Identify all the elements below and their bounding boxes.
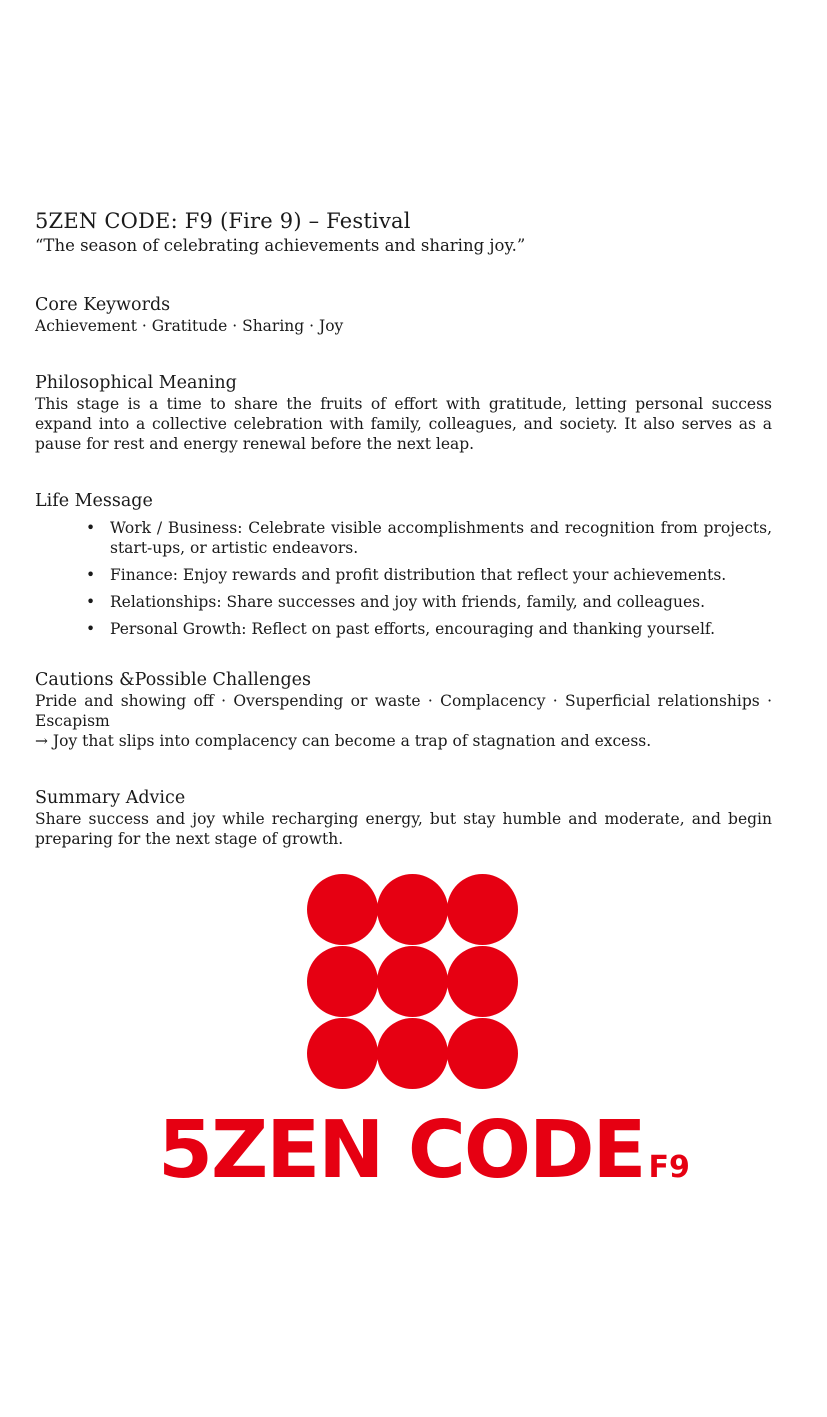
summary-advice-section: [35, 787, 772, 849]
list-item-text: Relationships: Share successes and joy with friends, family, and colleagues.: [110, 593, 706, 611]
cautions-note: → Joy that slips into complacency can become a trap of stagnation and excess.: [35, 732, 652, 750]
logo-dot: [377, 1018, 448, 1089]
cautions-heading: Cautions &Possible Challenges: [35, 670, 311, 690]
list-item: [86, 619, 772, 639]
life-message-section: [35, 490, 772, 639]
logo-name: 5ZEN CODE: [158, 1104, 645, 1196]
document-title: 5ZEN CODE: F9 (Fire 9) – Festival: [35, 209, 411, 233]
core-keywords-heading: Core Keywords: [35, 295, 171, 315]
cautions-text: Pride and showing off · Overspending or waste · Complacency · Superficial relationships · Escapism: [35, 692, 772, 730]
core-keywords-section: [35, 294, 772, 336]
summary-advice-heading: Summary Advice: [35, 788, 186, 808]
document-subtitle: “The season of celebrating achievements and sharing joy.”: [35, 236, 526, 255]
logo-dot: [447, 946, 518, 1017]
logo-wordmark: [158, 1105, 690, 1213]
logo-dot: [377, 874, 448, 945]
philosophical-meaning-heading: Philosophical Meaning: [35, 373, 237, 393]
list-item: [86, 518, 772, 558]
life-message-heading: Life Message: [35, 491, 153, 511]
cautions-section: [35, 669, 772, 751]
list-item-text: Work / Business: Celebrate visible accomplishments and recognition from projects, start-ups, or artistic endeavors.: [110, 519, 772, 557]
document-content: [35, 207, 772, 849]
logo-code: F9: [648, 1150, 690, 1185]
list-item-text: Finance: Enjoy rewards and profit distribution that reflect your achievements.: [110, 566, 727, 584]
logo-dot: [307, 1018, 378, 1089]
logo-dot: [307, 874, 378, 945]
summary-advice-text: Share success and joy while recharging energy, but stay humble and moderate, and begin preparing for the next stage of growth.: [35, 810, 772, 848]
logo-dot-grid-icon: [307, 874, 519, 1090]
logo-dot: [447, 1018, 518, 1089]
philosophical-meaning-section: [35, 372, 772, 454]
brand-logo: [0, 873, 827, 1196]
bullet-icon: •: [86, 519, 96, 537]
logo-dot: [377, 946, 448, 1017]
list-item: [86, 565, 772, 585]
bullet-icon: •: [86, 620, 96, 638]
core-keywords-text: Achievement · Gratitude · Sharing · Joy: [35, 317, 344, 335]
life-message-list: [35, 518, 772, 639]
list-item: [86, 592, 772, 612]
logo-dot: [307, 946, 378, 1017]
logo-dot: [447, 874, 518, 945]
philosophical-meaning-text: This stage is a time to share the fruits of effort with gratitude, letting personal success expand into a collective celebration with family, colleagues, and society. It also serves as a pause for rest and energy renewal before the next leap.: [35, 395, 772, 453]
bullet-icon: •: [86, 566, 96, 584]
list-item-text: Personal Growth: Reflect on past efforts, encouraging and thanking yourself.: [110, 620, 716, 638]
bullet-icon: •: [86, 593, 96, 611]
